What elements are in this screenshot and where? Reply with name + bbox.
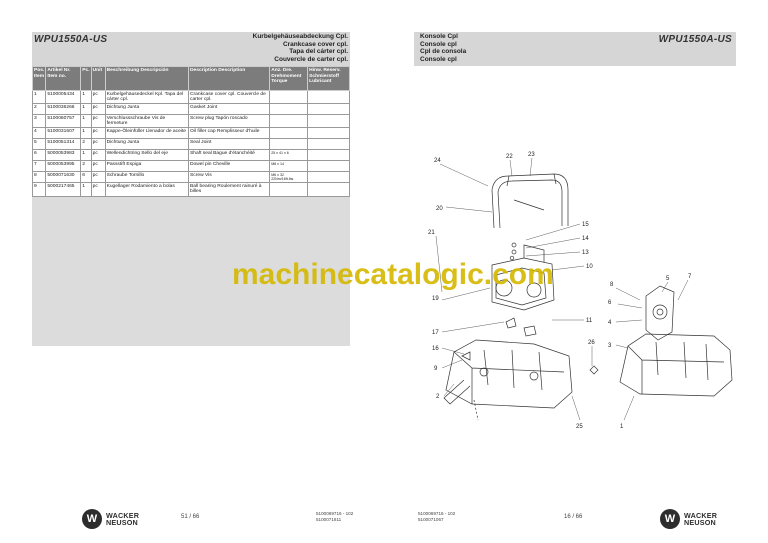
cell-pos: 8 [33,172,46,183]
table-row [33,139,350,150]
callout-6: 6 [608,300,612,306]
cell-pc: 6 [81,172,91,183]
cell-lube [308,104,350,115]
cell-lube [308,115,350,128]
cell-desc-en: Seal Joint [189,139,270,150]
cell-torque [270,183,308,196]
callout-17: 17 [432,330,439,336]
right-title-es: Cpl de consola [420,48,467,56]
callout-8: 8 [610,282,614,288]
cell-article: 5000053983 [46,150,81,161]
left-title-es: Tapa del cárter cpl. [289,48,348,56]
right-doc-numbers [418,511,455,522]
cell-article: 5100036266 [46,104,81,115]
logo-line1: WACKER [106,510,140,520]
callout-15: 15 [582,222,589,228]
left-model-name: WPU1550A-US [34,34,108,45]
right-doc-number-2: 5100071067 [418,516,444,522]
parts-table [32,66,350,197]
cell-torque [270,91,308,104]
cell-lube [308,91,350,104]
cell-pos: 6 [33,150,46,161]
right-title-en: Console cpl [420,40,457,48]
col-lube: Hinw. Reserv. Schmierstoff Lubricant [308,67,350,91]
callout-7: 7 [688,274,692,280]
col-desc-en: Description Description [189,67,270,91]
right-model-name: WPU1550A-US [658,34,732,45]
cell-pc: 1 [81,183,91,196]
cell-torque [270,115,308,128]
cell-desc-de: Schraube Tornillo [105,172,188,183]
cell-desc-en: Shaft seal Bague d'étanchéité [189,150,270,161]
table-row [33,115,350,128]
cell-unit: pc [91,172,105,183]
cell-pc: 2 [81,161,91,172]
cell-lube [308,139,350,150]
left-doc-numbers [316,511,353,522]
callout-4: 4 [608,320,612,326]
cell-desc-de: Kurbelgehäusedeckel Kpl. Tapa del cárter cpl. [105,91,188,104]
cell-article: 5100005434 [46,91,81,104]
left-title-fr: Couvercle de carter cpl. [274,55,348,63]
cell-pos: 5 [33,139,46,150]
cell-unit: pc [91,161,105,172]
callout-19: 19 [432,296,439,302]
cell-pc: 2 [81,139,91,150]
right-baseplate [620,334,732,396]
cell-unit: pc [91,115,105,128]
cell-pc: 1 [81,128,91,139]
table-row [33,128,350,139]
cell-article: 5000053995 [46,161,81,172]
left-titles [253,33,348,63]
right-doc-number-1: 5100069716 - 102 [418,511,456,516]
watermark: machinecatalogic.com [232,258,554,291]
cell-desc-en: Crankcase cover cpl. Couvercle de carter cpl. [189,91,270,104]
cell-desc-de: Kugellager Rodamiento a bolas [105,183,188,196]
cell-torque: 25 x 41 x 6 [270,150,308,161]
cell-desc-en: Screw plug Tapón roscado [189,115,270,128]
cell-lube [308,128,350,139]
cell-pc: 1 [81,115,91,128]
col-pos: Pos. Item [33,67,46,91]
callout-24: 24 [434,158,441,164]
col-article: Artikel Nr. Item no. [46,67,81,91]
cell-desc-de: Dichtung Junta [105,139,188,150]
callout-5: 5 [666,276,670,282]
left-title-en: Crankcase cover cpl. [282,40,348,48]
cell-unit: pc [91,150,105,161]
callout-26: 26 [588,340,595,346]
left-baseplate [446,340,572,408]
cell-pos: 7 [33,161,46,172]
right-logo [660,509,717,529]
left-title-de: Kurbelgehäuseabdeckung Cpl. [252,33,348,40]
table-row [33,150,350,161]
callout-13: 13 [582,250,589,256]
cell-unit: pc [91,183,105,196]
table-header-row [33,67,350,91]
col-torque: Anz. Dre. Drehmoment Torque [270,67,308,91]
col-desc-de: Beschreibung Descripción [105,67,188,91]
callout-9: 9 [434,366,438,372]
cell-pos: 1 [33,91,46,104]
callout-1: 1 [620,424,624,430]
logo-line1: WACKER [684,510,718,520]
cell-lube [308,150,350,161]
right-page-number: 16 / 66 [564,514,583,520]
cell-article: 5100060757 [46,115,81,128]
cell-desc-en: Gasket Joint [189,104,270,115]
cell-pos: 2 [33,104,46,115]
console-bracket [646,286,674,340]
cell-desc-en: Dowel pin Cheville [189,161,270,172]
callout-14: 14 [582,236,589,242]
cell-desc-en: Oil filler cap Remplisseur d'huile [189,128,270,139]
cell-desc-de: Passstift Espiga [105,161,188,172]
left-logo [82,509,139,529]
cell-desc-de: Dichtung Junta [105,104,188,115]
cell-unit: pc [91,139,105,150]
cell-torque [270,128,308,139]
left-doc-number-2: 5100071611 [316,516,342,522]
cell-article: 5100051314 [46,139,81,150]
cell-desc-de: Verschlussschraube Vis de fermeture [105,115,188,128]
left-doc-number-1: 5100069716 - 102 [316,511,354,516]
callout-16: 16 [432,346,439,352]
callout-3: 3 [608,343,612,349]
cell-pos: 4 [33,128,46,139]
cell-article: 5000071630 [46,172,81,183]
cell-lube [308,183,350,196]
cell-torque [270,139,308,150]
right-title-de: Konsole Cpl [420,33,458,40]
wacker-neuson-logo-icon: W [660,509,680,529]
cell-desc-en: Screw Vis [189,172,270,183]
table-row [33,172,350,183]
callout-23: 23 [528,152,535,158]
callout-25: 25 [576,424,583,430]
cell-desc-de: Kappe-Öleinfüller Llenador de aceite [105,128,188,139]
cell-pc: 1 [81,150,91,161]
cell-torque: M6 x 32 22Nm/16ft.lbs [270,172,308,183]
cell-desc-de: Wellendichtring Sello del eje [105,150,188,161]
callout-22: 22 [506,154,513,160]
handle-frame [492,174,568,228]
cell-article: 5100031607 [46,128,81,139]
table-row [33,183,350,196]
cell-unit: pc [91,104,105,115]
callout-10: 10 [586,264,593,270]
left-page-number: 51 / 66 [181,514,200,520]
logo-line2: NEUSON [684,518,716,527]
cell-unit: pc [91,128,105,139]
table-row [33,104,350,115]
table-row [33,161,350,172]
cell-lube [308,161,350,172]
callout-20: 20 [436,206,443,212]
cell-pc: 1 [81,104,91,115]
callout-11: 11 [586,318,593,324]
cell-desc-en: Ball bearing Roulement rainuré à billes [189,183,270,196]
col-unit: Unit [91,67,105,91]
cell-torque: M8 x 14 [270,161,308,172]
right-title-fr: Console cpl [420,55,457,63]
cell-torque [270,104,308,115]
cell-pc: 1 [81,91,91,104]
table-row [33,91,350,104]
cell-unit: pc [91,91,105,104]
cell-lube [308,172,350,183]
cell-article: 5000217465 [46,183,81,196]
wacker-neuson-logo-icon: W [82,509,102,529]
callout-2: 2 [436,394,440,400]
col-pc: Pc. [81,67,91,91]
callout-21: 21 [428,230,435,236]
logo-line2: NEUSON [106,518,138,527]
cell-pos: 3 [33,115,46,128]
cell-pos: 9 [33,183,46,196]
